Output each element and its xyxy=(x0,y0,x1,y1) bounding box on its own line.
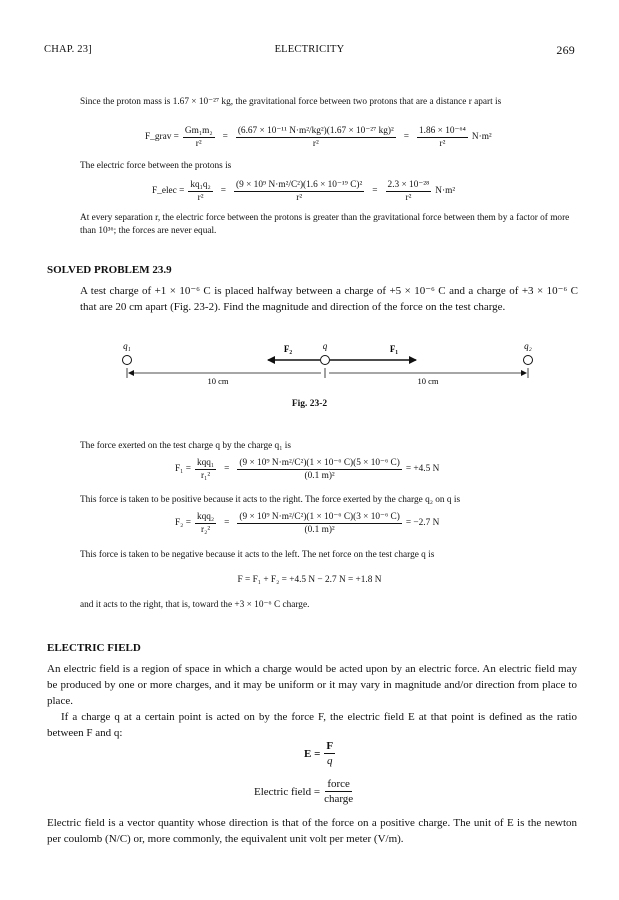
comparison-paragraph: At every separation r, the electric force between the protons is greater than the gravitational force between them by a factor of more than 10³⁶; the forces are never equal. xyxy=(80,213,570,236)
q2-label: q₂ xyxy=(524,341,532,351)
eq2-num: force xyxy=(327,778,350,790)
eq1-lhs: E = xyxy=(304,747,321,760)
q1-label: q₁ xyxy=(123,341,131,351)
fgrav-unit: N·m² xyxy=(471,132,492,142)
eq2-den: charge xyxy=(324,793,354,805)
electric-field-para-3: Electric field is a vector quantity whose direction is that of the force on a positive charge. The unit of E is the newton per coulomb (N/C) or, more commonly, the equivalent unit volt per meter (V/m). xyxy=(47,817,577,845)
f1-result: = +4.5 N xyxy=(405,464,440,474)
felec-frac3-num: 2.3 × 10⁻²⁸ xyxy=(387,180,430,190)
charge-q1 xyxy=(123,356,132,365)
fgrav-equation: F_grav = $\frac{\text{Gm₁m₂}}{\text{r²}}$ = $\frac{\text{(6.67 × 10⁻¹¹ N·m²/kg²)(1.67 × 10⁻²⁷ kg)²}}{\text{r²}}$ = $\frac{\text{1.86 × 10⁻⁶⁴}}{\text{r²}}$ N·m² xyxy=(145,125,492,149)
page-number: 269 xyxy=(556,43,575,57)
eq1-den: q xyxy=(326,755,333,767)
felec-frac3-den: r² xyxy=(405,193,412,203)
distance-left-label: 10 cm xyxy=(207,376,229,386)
fgrav-frac3-num: 1.86 × 10⁻⁶⁴ xyxy=(419,126,466,136)
fgrav-lhs: F_grav = xyxy=(145,132,179,142)
fgrav-frac1-num: Gm₁m₂ xyxy=(184,125,213,136)
q-label: q xyxy=(322,341,328,351)
f2-frac1-num: kqq₂ xyxy=(196,511,215,522)
charge-diagram xyxy=(108,340,548,390)
fgrav-frac3-den: r² xyxy=(439,139,446,149)
fgrav-frac1-den: r² xyxy=(195,138,202,149)
distance-right-label: 10 cm xyxy=(417,376,439,386)
f1-frac1-num: kqq₁ xyxy=(196,457,215,468)
solved-problem-heading: SOLVED PROBLEM 23.9 xyxy=(47,264,172,276)
charge-q2 xyxy=(524,356,533,365)
f1-label: F₁ xyxy=(389,344,399,354)
fgrav-frac2-num: (6.67 × 10⁻¹¹ N·m²/kg²)(1.67 × 10⁻²⁷ kg)² xyxy=(237,126,394,136)
fgrav-frac2-den: r² xyxy=(312,139,319,149)
f1-lhs: F₁ = xyxy=(175,464,191,474)
intro-paragraph: Since the proton mass is 1.67 × 10⁻²⁷ kg, the gravitational force between two protons that are a distance r apart is xyxy=(80,97,502,107)
field-word-equation xyxy=(254,778,357,805)
felec-frac1-num: kq₁q₂ xyxy=(190,179,211,190)
solution-text-1: The force exerted on the test charge q by the charge q₁ is xyxy=(80,441,291,451)
f1-equation: F₁ = $\frac{\text{kqq₁}}{\text{r₁²}}$ = $\frac{\text{(9 × 10⁹ N·m²/C²)(1 × 10⁻⁶ C)(5 × 10⁻⁶ C)}}{\text{(0.1 m)²}}$ = +4.5 N xyxy=(175,457,440,481)
field-definition-equation xyxy=(304,740,339,767)
felec-equation: F_elec = $\frac{\text{kq₁q₂}}{\text{r²}}$ = $\frac{\text{(9 × 10⁹ N·m²/C²)(1.6 × 10⁻¹⁹ C)²}}{\text{r²}}$ = $\frac{\text{2.3 × 10⁻²⁸}}{\text{r²}}$ N·m² xyxy=(152,179,456,203)
f2-equation: F₂ = $\frac{\text{kqq₂}}{\text{r₂²}}$ = $\frac{\text{(9 × 10⁹ N·m²/C²)(1 × 10⁻⁶ C)(3 × 10⁻⁶ C)}}{\text{(0.1 m)²}}$ = −2.7 N xyxy=(175,511,440,535)
electric-field-para-1: An electric field is a region of space in which a charge would be acted upon by an electric force. An electric field may be produced by one or more charges, and it may be uniform or it may vary in magnitude and/or direction from place to place. xyxy=(47,663,577,707)
net-force-equation: F = F₁ + F₂ = +4.5 N − 2.7 N = +1.8 N xyxy=(237,575,382,585)
f2-result: = −2.7 N xyxy=(405,518,440,528)
f1-frac1-den: r₁² xyxy=(201,470,211,481)
eq2-lhs: Electric field = xyxy=(254,785,321,798)
felec-lhs: F_elec = xyxy=(152,186,185,196)
figure-caption: Fig. 23-2 xyxy=(291,399,328,409)
f2-label: F₂ xyxy=(283,344,293,354)
f2-frac2-num: (9 × 10⁹ N·m²/C²)(1 × 10⁻⁶ C)(3 × 10⁻⁶ C) xyxy=(239,512,400,522)
solution-text-4: and it acts to the right, that is, toward the +3 × 10⁻⁶ C charge. xyxy=(80,600,310,610)
running-title: ELECTRICITY xyxy=(274,44,345,55)
f2-frac1-den: r₂² xyxy=(201,524,211,535)
charge-q xyxy=(321,356,330,365)
felec-unit: N·m² xyxy=(435,186,456,196)
f2-frac2-den: (0.1 m)² xyxy=(304,525,335,535)
eq1-num: F xyxy=(326,740,334,752)
electric-field-para-2: If a charge q at a certain point is acted on by the force F, the electric field E at that point is defined as the ratio between F and q: xyxy=(47,711,577,739)
problem-statement: A test charge of +1 × 10⁻⁶ C is placed halfway between a charge of +5 × 10⁻⁶ C and a charge of +3 × 10⁻⁶ C that are 20 cm apart (Fig. 23-2). Find the magnitude and direction of the force on the test charge. xyxy=(80,285,578,313)
electric-force-intro: The electric force between the protons is xyxy=(80,161,232,171)
felec-frac2-num: (9 × 10⁹ N·m²/C²)(1.6 × 10⁻¹⁹ C)² xyxy=(236,180,363,190)
chapter-label: CHAP. 23] xyxy=(44,44,92,55)
felec-frac2-den: r² xyxy=(296,193,303,203)
solution-text-2: This force is taken to be positive because it acts to the right. The force exerted by the charge q₂ on q is xyxy=(80,495,461,505)
electric-field-heading: ELECTRIC FIELD xyxy=(47,642,141,654)
solution-text-3: This force is taken to be negative because it acts to the left. The net force on the test charge q is xyxy=(80,550,435,560)
f1-frac2-num: (9 × 10⁹ N·m²/C²)(1 × 10⁻⁶ C)(5 × 10⁻⁶ C) xyxy=(239,458,400,468)
f2-lhs: F₂ = xyxy=(175,518,191,528)
felec-frac1-den: r² xyxy=(197,192,204,203)
f1-frac2-den: (0.1 m)² xyxy=(304,471,335,481)
